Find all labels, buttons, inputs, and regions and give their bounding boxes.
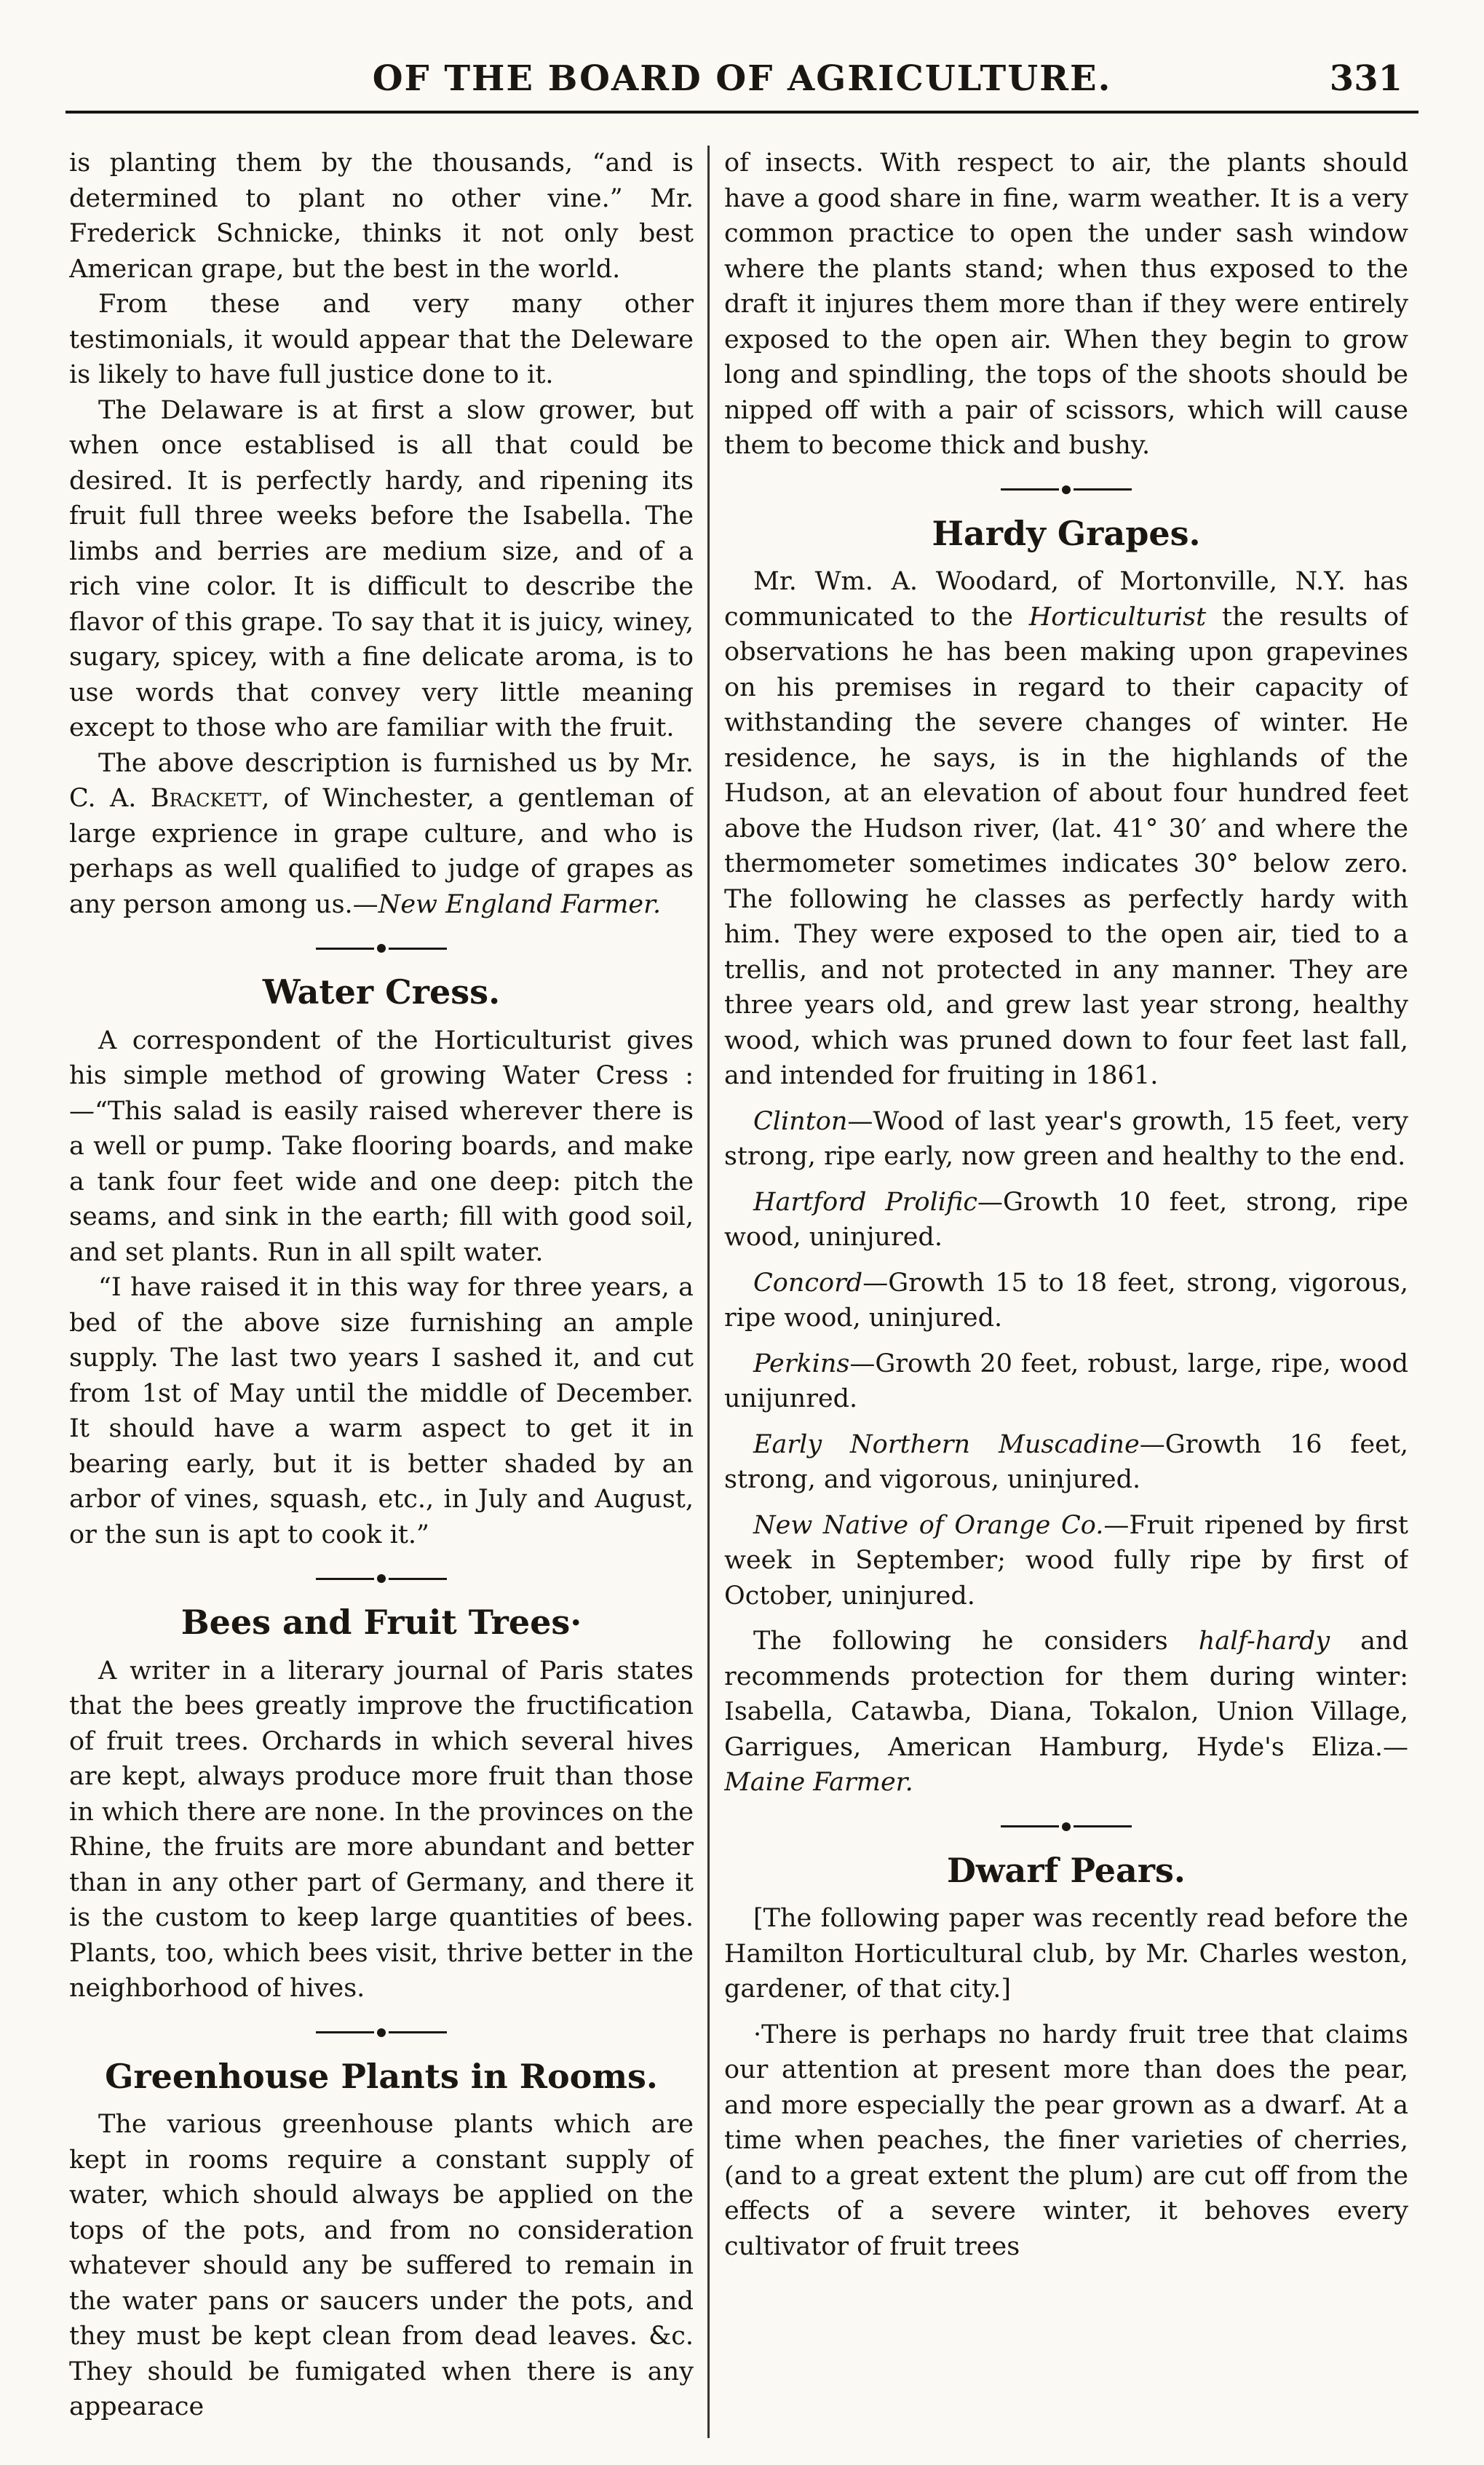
article-paragraph (724, 564, 1408, 1094)
header-rule (66, 111, 1418, 114)
variety-text: —Growth 16 feet, strong, and vigorous, uninjured. (724, 1429, 1408, 1494)
article-paragraph: The various greenhouse plants which are kept in rooms require a constant supply of water, which should always be applied on the tops of the pots, and from no consideration whatever should any be suffered to remain in the water pans or saucers under the pots, and they must be kept clean from dead leaves. &c. They should be fumigated when there is any appearace (69, 2110, 694, 2421)
half-hardy-text: The following he considers (753, 1627, 1199, 1656)
grape-variety (724, 1104, 1408, 1175)
grape-variety (724, 1346, 1408, 1417)
section-title-bees: Bees and Fruit Trees· (180, 1603, 582, 1642)
variety-name: Hartford Prolific (753, 1187, 977, 1217)
section-title-water-cress: Water Cress. (262, 972, 501, 1012)
article-paragraph (724, 1624, 1408, 1801)
half-hardy-text: and recommends protection for them during winter: Isabella, Catawba, Diana, Tokalon, Union Village, Garrigues, American Hamburg, Hyde's Eliza.— (724, 1627, 1408, 1762)
column-divider (707, 146, 710, 2438)
section-title-greenhouse: Greenhouse Plants in Rooms. (105, 2056, 658, 2096)
section-title-hardy-grapes: Hardy Grapes. (932, 513, 1201, 553)
publication-name: Horticulturist (1028, 602, 1207, 632)
intro-text: Mr. Wm. A. Woodard, of Mortonville, N.Y. has communicated to the (724, 567, 1408, 632)
editor-note: [The following paper was recently read before the Hamilton Horticultural club, by Mr. Charles weston, gardener, of that city.] (724, 1904, 1408, 2004)
section-title-dwarf-pears: Dwarf Pears. (947, 1850, 1186, 1890)
grape-variety (724, 1185, 1408, 1255)
article-paragraph: “I have raised it in this way for three years, a bed of the above size furnishing an ample supply. The last two years I sashed it, and cut from 1st of May until the middle of December. It should have a warm aspect to get it in bearing early, but it is better shaded by an arbor of vines, squash, etc., in July and August, or the sun is apt to cook it.” (69, 1273, 694, 1549)
credit-text: , of Winchester, a gentleman of large exprience in grape culture, and who is perhaps as well qualified to judge of grapes as any person among us.— (69, 784, 694, 919)
variety-text: —Wood of last year's growth, 15 feet, very strong, ripe early, now green and healthy to the end. (724, 1106, 1408, 1171)
page-number: 331 (1329, 58, 1402, 99)
section-divider (69, 944, 694, 953)
section-divider (69, 1574, 694, 1583)
variety-name: New Native of Orange Co. (753, 1510, 1104, 1540)
grape-variety (724, 1427, 1408, 1498)
variety-text: —Growth 10 feet, strong, ripe wood, uninjured. (724, 1187, 1408, 1252)
intro-text: the results of observations he has been making upon grapevines on his premises in regard to their capacity of withstanding the severe changes of winter. He residence, he says, is in the highlands of the Hudson, at an elevation of about four hundred feet above the Hudson river, (lat. 41° 30′ and where the thermometer sometimes indicates 30° below zero. The following he classes as perfectly hardy with him. They were exposed to the open air, tied to a trellis, and not protected in any manner. They are three years old, and grew last year strong, healthy wood, which was pruned down to four feet last fall, and intended for fruiting in 1861. (724, 602, 1408, 1090)
left-column (69, 146, 694, 2438)
variety-text: —Growth 20 feet, robust, large, ripe, wood unijunred. (724, 1349, 1408, 1413)
variety-name: Concord (753, 1268, 863, 1298)
article-paragraph: From these and very many other testimonials, it would appear that the Deleware is likely to have full justice done to it. (69, 290, 694, 389)
article-paragraph: The Delaware is at first a slow grower, but when once establised is all that could be desired. It is perfectly hardy, and ripening its fruit full three weeks before the Isabella. The limbs and berries are medium size, and of a rich vine color. It is difficult to describe the flavor of this grape. To say that it is juicy, winey, sugary, spicey, with a fine delicate aroma, is to use words that convey very little meaning except to those who are familiar with the fruit. (69, 395, 694, 742)
variety-name: Perkins (753, 1349, 850, 1378)
section-divider (69, 2028, 694, 2037)
section-divider (724, 485, 1408, 494)
running-head: OF THE BOARD OF AGRICULTURE. (372, 58, 1112, 99)
grape-variety (724, 1266, 1408, 1336)
article-credit (69, 746, 694, 923)
half-hardy-term: half-hardy (1198, 1627, 1330, 1656)
variety-text: —Fruit ripened by first week in September; wood fully ripe by first of October, uninjured. (724, 1510, 1408, 1611)
article-paragraph: A correspondent of the Horticulturist gives his simple method of growing Water Cress :—“This salad is easily raised wherever there is a well or pump. Take flooring boards, and make a tank four feet wide and one deep: pitch the seams, and sink in the earth; fill with good soil, and set plants. Run in all spilt water. (69, 1025, 694, 1267)
article-paragraph: is planting them by the thousands, “and is determined to plant no other vine.” Mr. Frederick Schnicke, thinks it not only best American grape, but the best in the world. (69, 148, 694, 284)
credit-source: New England Farmer. (378, 889, 662, 919)
article-paragraph: A writer in a literary journal of Paris states that the bees greatly improve the fructification of fruit trees. Orchards in which several hives are kept, always produce more fruit than those in which there are none. In the provinces on the Rhine, the fruits are more abundant and better than in any other part of Germany, and there it is the custom to keep large quantities of bees. Plants, too, which bees visit, thrive better in the neighborhood of hives. (69, 1656, 694, 2003)
credit-text: The above description is furnished us by Mr. (98, 748, 694, 778)
right-column (724, 146, 1408, 2438)
page-header (66, 44, 1418, 124)
grape-variety (724, 1508, 1408, 1614)
variety-name: Early Northern Muscadine (753, 1429, 1140, 1459)
variety-text: —Growth 15 to 18 feet, strong, vigorous, ripe wood, uninjured. (724, 1268, 1408, 1333)
article-paragraph: ·There is perhaps no hardy fruit tree that claims our attention at present more than does the pear, and more especially the pear grown as a dwarf. At a time when peaches, the finer varieties of cherries, (and to a great extent the plum) are cut off from the effects of a severe winter, it behoves every cultivator of fruit trees (724, 2020, 1408, 2261)
variety-name: Clinton (753, 1106, 848, 1136)
section-divider (724, 1822, 1408, 1831)
article-source: Maine Farmer. (724, 1768, 913, 1797)
article-paragraph: of insects. With respect to air, the plants should have a good share in fine, warm weather. It is a very common practice to open the under sash window where the plants stand; when thus exposed to the draft it injures them more than if they were entirely exposed to the open air. When they begin to grow long and spindling, the tops of the shoots should be nipped off with a pair of scissors, which will cause them to become thick and bushy. (724, 148, 1408, 460)
credit-name: C. A. Brackett (69, 784, 262, 813)
